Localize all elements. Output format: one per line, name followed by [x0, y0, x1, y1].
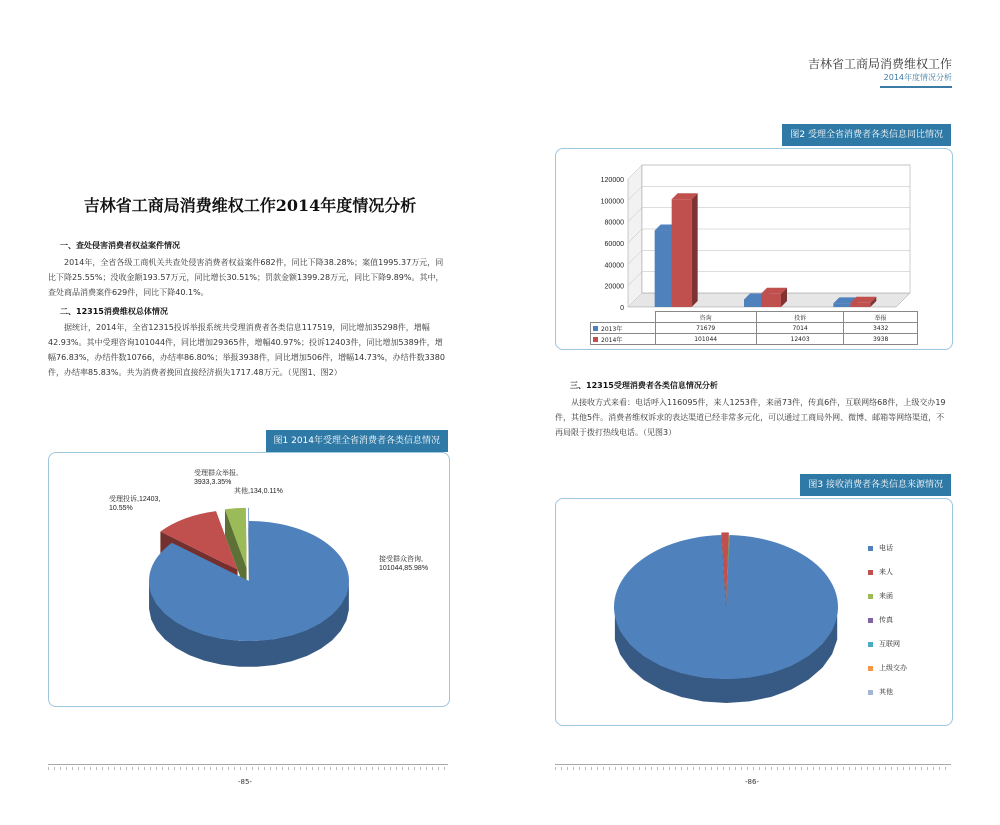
fig3-legend-label-1: 来人: [879, 568, 893, 576]
fig3-legend-item-6: [868, 687, 907, 697]
fig1-pie-chart: [49, 453, 449, 706]
fig3-legend-label-4: 互联网: [879, 640, 900, 648]
fig3-legend-item-0: [868, 543, 907, 553]
fig3-legend-label-0: 电话: [879, 544, 893, 552]
page-number-left: -85-: [238, 778, 252, 786]
fig3-pie-chart: [556, 499, 856, 725]
fig1-title: 图1 2014年受理全省消费者各类信息情况: [266, 430, 449, 452]
fig3-legend-label-3: 传真: [879, 616, 893, 624]
fig3-title: 图3 接收消费者各类信息来源情况: [800, 474, 951, 496]
pie1-label-1: 受理投诉,12403, 10.55%: [109, 496, 161, 512]
bar2-ytick-3: 60000: [604, 241, 624, 248]
bar2-value-0-0: 71679: [655, 323, 756, 334]
fig3-legend-swatch-1: [868, 570, 873, 575]
fig3-chart-box: [555, 498, 953, 726]
bar2-data-table: [590, 311, 920, 347]
fig3-legend-item-1: [868, 567, 907, 577]
bar2-legend-swatch-0: [593, 326, 598, 331]
footer-dots-left: [48, 767, 448, 770]
bar2-table: [590, 311, 918, 345]
fig3-legend: [868, 543, 907, 711]
fig1-header: [48, 430, 448, 452]
bar2-category-2: 举报: [844, 312, 918, 323]
fig1-chart-box: [48, 452, 450, 707]
bar2-ytick-6: 120000: [600, 177, 624, 184]
bar2-ytick-1: 20000: [604, 283, 624, 291]
footer-rule-right: [555, 764, 951, 765]
bar2-value-0-1: 7014: [756, 323, 844, 334]
fig3-header: [555, 474, 951, 496]
page-number-right: -86-: [745, 778, 759, 786]
running-header-subtitle: 2014年度情况分析: [883, 73, 952, 82]
header-rule: [880, 86, 952, 88]
fig2-bar-chart: [556, 149, 952, 349]
fig3-legend-swatch-0: [868, 546, 873, 551]
bar2-value-0-2: 3432: [844, 323, 918, 334]
section2-heading: 二、12315消费维权总体情况: [60, 307, 168, 316]
bar2-bar-side-1-0: [692, 193, 698, 307]
bar2-category-0: 咨询: [655, 312, 756, 323]
bar2-ytick-5: 100000: [600, 198, 624, 206]
fig3-legend-swatch-4: [868, 642, 873, 647]
bar2-bar-1-0: [672, 199, 692, 307]
fig2-title: 图2 受理全省消费者各类信息同比情况: [782, 124, 951, 146]
fig3-legend-item-2: [868, 591, 907, 601]
fig3-legend-item-4: [868, 639, 907, 649]
bar2-series-name-0: 2013年: [601, 325, 623, 333]
document-title: 吉林省工商局消费维权工作2014年度情况分析: [83, 196, 417, 215]
pie1-label-0: 接受群众咨询, 101044,85.98%: [379, 556, 429, 572]
running-header-title: 吉林省工商局消费维权工作: [807, 57, 952, 71]
section3-paragraph: 从接收方式来看：电话呼入116095件，来人1253件，来函73件，传真6件，互联网络68件，上级交办19件，其他5件。消费者维权诉求的表达渠道已经非常多元化，可以通过工商局外网、微博、邮箱等网络渠道，不再局限于拨打热线电话。（见图3）: [555, 398, 946, 437]
fig3-legend-swatch-5: [868, 666, 873, 671]
section3-heading: 三、12315受理消费者各类信息情况分析: [570, 381, 718, 390]
bar2-ytick-0: 0: [620, 305, 624, 312]
pie1-label-3: 其他,134,0.11%: [234, 488, 283, 495]
pie1-label-2: 受理群众举报, 3933,3.35%: [194, 470, 238, 486]
fig3-legend-item-5: [868, 663, 907, 673]
fig3-legend-swatch-2: [868, 594, 873, 599]
fig3-legend-label-6: 其他: [879, 688, 893, 696]
bar2-value-1-1: 12403: [756, 334, 844, 345]
bar2-legend-swatch-1: [593, 337, 598, 342]
fig3-legend-swatch-3: [868, 618, 873, 623]
fig3-legend-label-5: 上级交办: [879, 664, 907, 672]
bar2-ytick-2: 40000: [604, 262, 624, 270]
footer-dots-right: [555, 767, 951, 770]
section2-paragraph: 据统计，2014年，全省12315投诉举报系统共受理消费者各类信息117519，同比增加35298件，增幅42.93%。其中受理咨询101044件，同比增加29365件，增幅40.97%；投诉12403件，同比增加5389件，增幅76.83%，办结件数10766，办结率86.80%；举报3938件，同比增加506件，增幅14.73%，办结件数3380件，办结率85.83%。共为消费者挽回直接经济损失1717.48万元。（见图1、图2）: [48, 323, 445, 377]
bar2-value-1-0: 101044: [655, 334, 756, 345]
bar2-ytick-4: 80000: [604, 219, 624, 227]
fig3-legend-item-3: [868, 615, 907, 625]
fig3-legend-label-2: 来函: [879, 592, 893, 600]
footer-rule-left: [48, 764, 448, 765]
bar2-bar-1-1: [761, 294, 781, 307]
fig2-chart-box: [555, 148, 953, 350]
bar2-value-1-2: 3938: [844, 334, 918, 345]
section1-paragraph: 2014年，全省各级工商机关共查处侵害消费者权益案件682件，同比下降38.28%；案值1995.37万元，同比下降25.55%；没收金额193.57万元，同比增长30.51%；罚款金额1399.28万元，同比下降9.89%。其中，查处商品消费案件629件，同比下降40.1%。: [48, 258, 444, 297]
fig3-legend-swatch-6: [868, 690, 873, 695]
bar2-series-name-1: 2014年: [601, 336, 623, 344]
bar2-bar-1-2: [850, 303, 870, 307]
section1-heading: 一、查处侵害消费者权益案件情况: [60, 241, 180, 250]
fig2-header: [555, 124, 951, 146]
bar2-category-1: 投诉: [756, 312, 844, 323]
